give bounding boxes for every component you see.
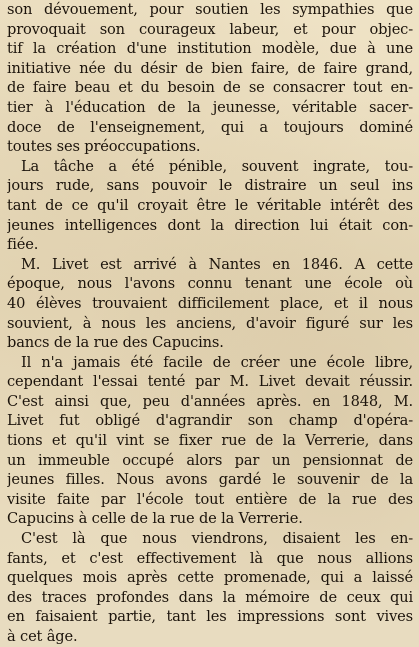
text-line: époque, nous l'avons connu tenant une école où [7,275,413,293]
text-line: 40 élèves trouvaient difficilement place, et il nous [7,294,413,312]
text-line: tier à l'éducation de la jeunesse, véritable sacer- [7,98,413,116]
text-line: fiée. [7,236,39,254]
text-line: son dévouement, pour soutien les sympathies que [7,1,413,18]
text-line: doce de l'enseignement, qui a toujours dominé [7,118,413,136]
text-line: un immeuble occupé alors par un pensionnat de [7,451,413,469]
text-line: C'est là que nous viendrons, disaient les en- [21,530,413,548]
text-line: La tâche a été pénible, souvent ingrate, tou- [21,157,413,175]
text-line: Il n'a jamais été facile de créer une école libre, [21,353,413,371]
paragraph-2 [7,157,413,255]
text-line: jours rude, sans pouvoir le distraire un seul ins [7,177,413,195]
text-line: fants, et c'est effectivement là que nous allions [7,549,413,567]
text-line: des traces profondes dans la mémoire de ceux qui [7,588,413,606]
text-line: M. Livet est arrivé à Nantes en 1846. A cette [21,255,413,273]
text-line: tant de ce qu'il croyait être le véritable intérêt des [7,196,413,214]
text-line: jeunes filles. Nous avons gardé le souvenir de la [7,471,413,489]
text-line: C'est ainsi que, peu d'années après. en 1848, M. [7,392,413,410]
text-line: souvient, à nous les anciens, d'avoir figuré sur les [7,314,413,332]
text-line: initiative née du désir de bien faire, de faire grand, [7,59,413,77]
text-line: tif la création d'une institution modèle, due à une [7,40,413,58]
text-line: bancs de la rue des Capucins. [7,334,224,352]
text-line: à cet âge. [7,628,78,645]
paragraph-5 [7,529,413,647]
text-line: provoquait son courageux labeur, et pour objec- [7,20,413,38]
text-line: toutes ses préoccupations. [7,138,201,156]
paragraph-3 [7,255,413,353]
text-line: Capucins à celle de la rue de la Verrerie. [7,510,303,528]
text-line: quelques mois après cette promenade, qui a laissé [7,569,413,587]
text-line: visite faite par l'école tout entière de la rue des [7,490,413,508]
text-line: jeunes intelligences dont la direction lui était con- [7,216,413,234]
text-line: tions et qu'il vint se fixer rue de la Verrerie, dans [7,432,413,450]
paragraph-1 [7,0,413,157]
text-line: de faire beau et du besoin de se consacrer tout en- [7,79,413,97]
text-line: en faisaient partie, tant les impressions sont vives [7,608,413,626]
text-line: cependant l'essai tenté par M. Livet devait réussir. [7,373,413,391]
text-line: Livet fut obligé d'agrandir son champ d'opéra- [7,412,413,430]
paragraph-4 [7,353,413,529]
